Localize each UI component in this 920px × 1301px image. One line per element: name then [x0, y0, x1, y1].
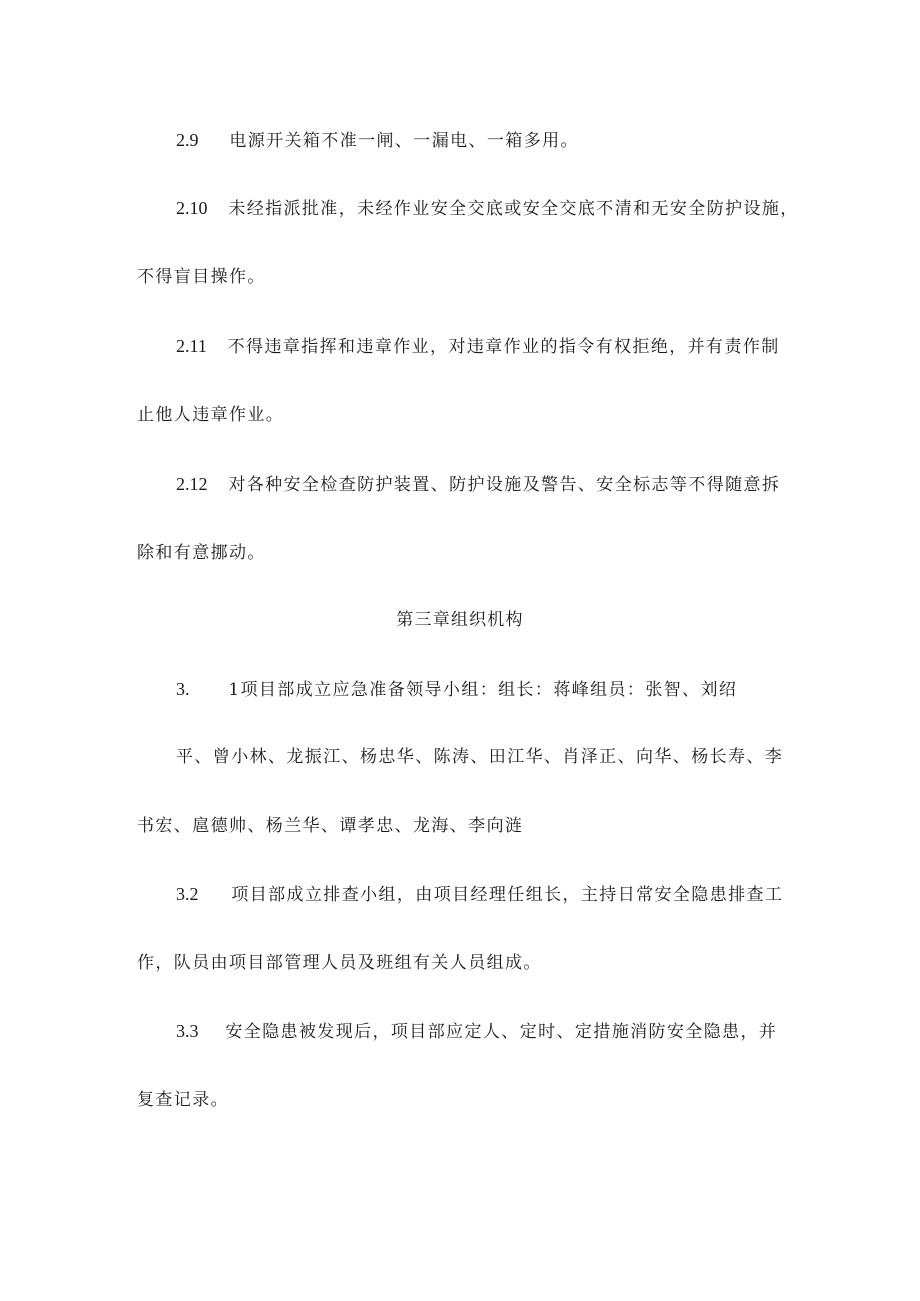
- item-text: 项目部成立排查小组，由项目经理任组长，主持日常安全隐患排查工: [231, 885, 784, 905]
- item-text: 对各种安全检查防护装置、防护设施及警告、安全标志等不得随意拆: [228, 475, 781, 495]
- item-text: 安全隐患被发现后，项目部应定人、定时、定措施消防安全隐患，并: [225, 1022, 778, 1042]
- item-number: 2.12: [176, 474, 208, 494]
- item-2-11-continuation: 止他人违章作业。: [137, 405, 285, 425]
- chapter-title: 第三章组织机构: [396, 610, 524, 630]
- item-3-2-continuation: 作，队员由项目部管理人员及班组有关人员组成。: [137, 953, 542, 973]
- item-2-10: [176, 196, 799, 221]
- item-2-12: [176, 472, 780, 497]
- item-3-1-continuation-2: 书宏、扈德帅、杨兰华、谭孝忠、龙海、李向涟: [137, 816, 524, 836]
- item-number: 2.9: [176, 130, 199, 150]
- item-3-3: [176, 1019, 777, 1044]
- item-3-2: [176, 882, 783, 907]
- item-3-3-continuation: 复查记录。: [137, 1090, 229, 1110]
- item-text: 不得违章指挥和违章作业，对违章作业的指令有权拒绝，并有责作制: [227, 337, 780, 357]
- item-text: 1项目部成立应急准备领导小组：组长：蒋峰组员：张智、刘绍: [228, 680, 738, 700]
- item-text: 未经指派批准，未经作业安全交底或安全交底不清和无安全防护设施，: [228, 199, 799, 219]
- item-2-10-continuation: 不得盲目操作。: [137, 267, 266, 287]
- item-number: 2.10: [176, 198, 208, 218]
- item-2-11: [176, 334, 780, 359]
- item-number: 3.2: [176, 884, 199, 904]
- item-3-1: [176, 677, 737, 702]
- item-number: 3.: [176, 679, 190, 699]
- item-number: 3.3: [176, 1021, 199, 1041]
- item-2-9: [176, 128, 579, 153]
- item-3-1-continuation-1: 平、曾小林、龙振江、杨忠华、陈涛、田江华、肖泽正、向华、杨长寿、李: [176, 747, 784, 767]
- item-2-12-continuation: 除和有意挪动。: [137, 543, 266, 563]
- item-text: 电源开关箱不准一闸、一漏电、一箱多用。: [229, 131, 579, 151]
- item-number: 2.11: [176, 336, 207, 356]
